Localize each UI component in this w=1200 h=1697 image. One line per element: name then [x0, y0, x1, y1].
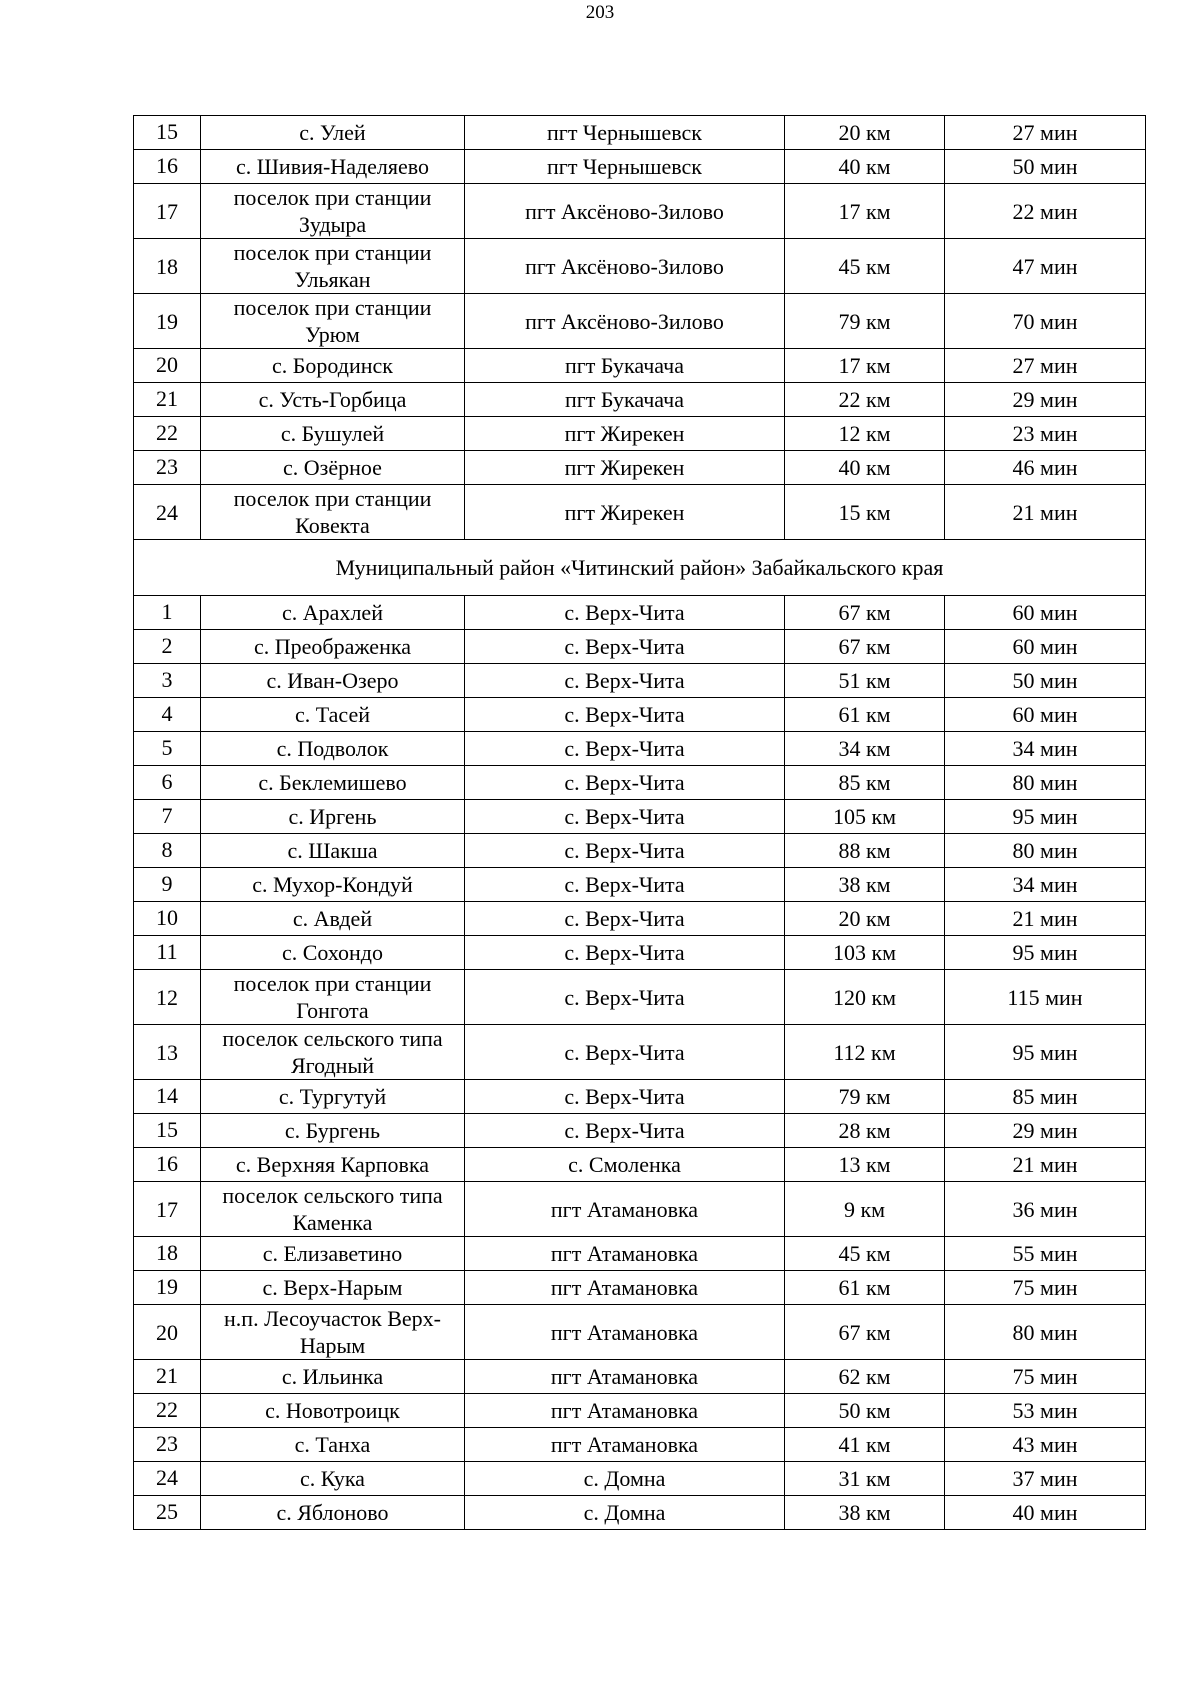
destination-name: с. Верх-Чита — [465, 1114, 785, 1148]
distance-value: 41 км — [785, 1428, 945, 1462]
row-number: 25 — [134, 1496, 201, 1530]
settlement-name: поселок при станции Гонгота — [201, 970, 465, 1025]
distance-value: 61 км — [785, 698, 945, 732]
travel-time-value: 80 мин — [945, 834, 1146, 868]
settlement-name: с. Сохондо — [201, 936, 465, 970]
travel-time-value: 37 мин — [945, 1462, 1146, 1496]
travel-time-value: 27 мин — [945, 116, 1146, 150]
distance-value: 50 км — [785, 1394, 945, 1428]
distance-value: 79 км — [785, 1080, 945, 1114]
row-number: 9 — [134, 868, 201, 902]
row-number: 17 — [134, 1182, 201, 1237]
travel-time-value: 23 мин — [945, 417, 1146, 451]
travel-time-value: 60 мин — [945, 698, 1146, 732]
table-row — [134, 1080, 1146, 1114]
destination-name: с. Верх-Чита — [465, 834, 785, 868]
distance-value: 45 км — [785, 1237, 945, 1271]
distance-value: 79 км — [785, 294, 945, 349]
row-number: 2 — [134, 630, 201, 664]
destination-name: с. Верх-Чита — [465, 936, 785, 970]
destination-name: с. Домна — [465, 1462, 785, 1496]
upper-rows — [134, 116, 1146, 540]
destination-name: пгт Атамановка — [465, 1428, 785, 1462]
distance-value: 67 км — [785, 1305, 945, 1360]
travel-time-value: 34 мин — [945, 868, 1146, 902]
table-row — [134, 596, 1146, 630]
row-number: 20 — [134, 349, 201, 383]
settlement-name: с. Усть-Горбица — [201, 383, 465, 417]
destination-name: пгт Аксёново-Зилово — [465, 184, 785, 239]
travel-time-value: 29 мин — [945, 383, 1146, 417]
destination-name: пгт Чернышевск — [465, 116, 785, 150]
distance-value: 67 км — [785, 630, 945, 664]
table-row — [134, 1496, 1146, 1530]
travel-time-value: 50 мин — [945, 150, 1146, 184]
settlement-name: с. Подволок — [201, 732, 465, 766]
destination-name: пгт Атамановка — [465, 1237, 785, 1271]
destination-name: с. Верх-Чита — [465, 970, 785, 1025]
table-row — [134, 116, 1146, 150]
settlement-name: с. Авдей — [201, 902, 465, 936]
distance-value: 88 км — [785, 834, 945, 868]
travel-time-value: 40 мин — [945, 1496, 1146, 1530]
travel-time-value: 75 мин — [945, 1271, 1146, 1305]
distance-value: 85 км — [785, 766, 945, 800]
destination-name: с. Верх-Чита — [465, 732, 785, 766]
row-number: 15 — [134, 1114, 201, 1148]
destination-name: пгт Букачача — [465, 349, 785, 383]
travel-time-value: 95 мин — [945, 1025, 1146, 1080]
travel-time-value: 70 мин — [945, 294, 1146, 349]
distance-value: 105 км — [785, 800, 945, 834]
travel-time-value: 60 мин — [945, 630, 1146, 664]
distance-value: 61 км — [785, 1271, 945, 1305]
distance-value: 38 км — [785, 1496, 945, 1530]
table-row — [134, 451, 1146, 485]
distance-value: 17 км — [785, 349, 945, 383]
row-number: 18 — [134, 239, 201, 294]
page-number: 203 — [585, 2, 615, 23]
row-number: 6 — [134, 766, 201, 800]
row-number: 22 — [134, 1394, 201, 1428]
distance-value: 17 км — [785, 184, 945, 239]
travel-time-value: 95 мин — [945, 936, 1146, 970]
distance-value: 13 км — [785, 1148, 945, 1182]
settlement-name: поселок при станции Ульякан — [201, 239, 465, 294]
settlement-name: с. Озёрное — [201, 451, 465, 485]
travel-time-value: 22 мин — [945, 184, 1146, 239]
row-number: 21 — [134, 1360, 201, 1394]
distance-value: 15 км — [785, 485, 945, 540]
destination-name: пгт Атамановка — [465, 1182, 785, 1237]
table-row — [134, 349, 1146, 383]
settlement-name: с. Иргень — [201, 800, 465, 834]
table-row — [134, 1394, 1146, 1428]
settlement-name: с. Улей — [201, 116, 465, 150]
table-row — [134, 294, 1146, 349]
destination-name: с. Верх-Чита — [465, 1025, 785, 1080]
settlement-name: с. Тасей — [201, 698, 465, 732]
row-number: 12 — [134, 970, 201, 1025]
settlement-name: с. Верхняя Карповка — [201, 1148, 465, 1182]
row-number: 11 — [134, 936, 201, 970]
row-number: 14 — [134, 1080, 201, 1114]
travel-time-value: 115 мин — [945, 970, 1146, 1025]
travel-time-value: 95 мин — [945, 800, 1146, 834]
table-row — [134, 1148, 1146, 1182]
settlement-name: поселок при станции Зудыра — [201, 184, 465, 239]
settlement-name: с. Преображенка — [201, 630, 465, 664]
distance-value: 12 км — [785, 417, 945, 451]
destination-name: с. Верх-Чита — [465, 766, 785, 800]
table-row — [134, 485, 1146, 540]
destination-name: с. Смоленка — [465, 1148, 785, 1182]
section-header-row — [134, 540, 1146, 596]
row-number: 16 — [134, 1148, 201, 1182]
row-number: 22 — [134, 417, 201, 451]
row-number: 24 — [134, 485, 201, 540]
destination-name: с. Верх-Чита — [465, 698, 785, 732]
row-number: 23 — [134, 1428, 201, 1462]
settlement-name: н.п. Лесоучасток Верх-Нарым — [201, 1305, 465, 1360]
destination-name: с. Верх-Чита — [465, 800, 785, 834]
destination-name: пгт Атамановка — [465, 1394, 785, 1428]
travel-time-value: 55 мин — [945, 1237, 1146, 1271]
destination-name: с. Верх-Чита — [465, 868, 785, 902]
destination-name: с. Домна — [465, 1496, 785, 1530]
destination-name: пгт Атамановка — [465, 1360, 785, 1394]
travel-time-value: 80 мин — [945, 1305, 1146, 1360]
distance-value: 28 км — [785, 1114, 945, 1148]
distance-value: 22 км — [785, 383, 945, 417]
table-row — [134, 1114, 1146, 1148]
table-row — [134, 1360, 1146, 1394]
row-number: 10 — [134, 902, 201, 936]
destination-name: пгт Чернышевск — [465, 150, 785, 184]
row-number: 17 — [134, 184, 201, 239]
settlement-name: с. Шивия-Наделяево — [201, 150, 465, 184]
table-row — [134, 1025, 1146, 1080]
table-row — [134, 936, 1146, 970]
row-number: 24 — [134, 1462, 201, 1496]
destination-name: пгт Атамановка — [465, 1305, 785, 1360]
settlement-name: с. Танха — [201, 1428, 465, 1462]
row-number: 16 — [134, 150, 201, 184]
distance-value: 45 км — [785, 239, 945, 294]
settlement-name: с. Ильинка — [201, 1360, 465, 1394]
table-row — [134, 1462, 1146, 1496]
distance-value: 40 км — [785, 451, 945, 485]
settlement-name: с. Беклемишево — [201, 766, 465, 800]
settlement-name: поселок при станции Урюм — [201, 294, 465, 349]
section-header-group — [134, 540, 1146, 596]
settlement-name: поселок при станции Ковекта — [201, 485, 465, 540]
settlement-name: с. Яблоново — [201, 1496, 465, 1530]
table-row — [134, 184, 1146, 239]
table-row — [134, 868, 1146, 902]
destination-name: пгт Букачача — [465, 383, 785, 417]
destination-name: пгт Жирекен — [465, 485, 785, 540]
travel-time-value: 21 мин — [945, 1148, 1146, 1182]
settlement-name: с. Тургутуй — [201, 1080, 465, 1114]
distance-value: 40 км — [785, 150, 945, 184]
row-number: 8 — [134, 834, 201, 868]
row-number: 20 — [134, 1305, 201, 1360]
settlement-name: с. Бургень — [201, 1114, 465, 1148]
distance-table — [133, 115, 1146, 1530]
distance-value: 9 км — [785, 1182, 945, 1237]
row-number: 13 — [134, 1025, 201, 1080]
travel-time-value: 46 мин — [945, 451, 1146, 485]
travel-time-value: 85 мин — [945, 1080, 1146, 1114]
table-row — [134, 1305, 1146, 1360]
row-number: 1 — [134, 596, 201, 630]
destination-name: с. Верх-Чита — [465, 630, 785, 664]
destination-name: пгт Жирекен — [465, 417, 785, 451]
destination-name: с. Верх-Чита — [465, 596, 785, 630]
travel-time-value: 21 мин — [945, 485, 1146, 540]
travel-time-value: 75 мин — [945, 1360, 1146, 1394]
row-number: 3 — [134, 664, 201, 698]
table-row — [134, 1271, 1146, 1305]
table-row — [134, 239, 1146, 294]
table-row — [134, 150, 1146, 184]
row-number: 21 — [134, 383, 201, 417]
table-row — [134, 664, 1146, 698]
row-number: 4 — [134, 698, 201, 732]
row-number: 15 — [134, 116, 201, 150]
distance-value: 120 км — [785, 970, 945, 1025]
row-number: 19 — [134, 294, 201, 349]
row-number: 5 — [134, 732, 201, 766]
row-number: 7 — [134, 800, 201, 834]
travel-time-value: 29 мин — [945, 1114, 1146, 1148]
settlement-name: с. Кука — [201, 1462, 465, 1496]
table-row — [134, 732, 1146, 766]
settlement-name: с. Мухор-Кондуй — [201, 868, 465, 902]
settlement-name: с. Иван-Озеро — [201, 664, 465, 698]
travel-time-value: 47 мин — [945, 239, 1146, 294]
destination-name: пгт Аксёново-Зилово — [465, 294, 785, 349]
table-row — [134, 970, 1146, 1025]
travel-time-value: 60 мин — [945, 596, 1146, 630]
destination-name: пгт Атамановка — [465, 1271, 785, 1305]
table-row — [134, 383, 1146, 417]
distance-value: 112 км — [785, 1025, 945, 1080]
destination-name: с. Верх-Чита — [465, 902, 785, 936]
section-title: Муниципальный район «Читинский район» Забайкальского края — [134, 540, 1146, 596]
row-number: 19 — [134, 1271, 201, 1305]
table-row — [134, 1428, 1146, 1462]
distance-value: 20 км — [785, 116, 945, 150]
destination-name: с. Верх-Чита — [465, 664, 785, 698]
distance-value: 20 км — [785, 902, 945, 936]
table-row — [134, 1237, 1146, 1271]
lower-rows — [134, 596, 1146, 1530]
travel-time-value: 50 мин — [945, 664, 1146, 698]
destination-name: с. Верх-Чита — [465, 1080, 785, 1114]
settlement-name: поселок сельского типа Ягодный — [201, 1025, 465, 1080]
settlement-name: с. Арахлей — [201, 596, 465, 630]
distance-value: 38 км — [785, 868, 945, 902]
distance-value: 34 км — [785, 732, 945, 766]
distance-value: 67 км — [785, 596, 945, 630]
table-row — [134, 902, 1146, 936]
settlement-name: с. Новотроицк — [201, 1394, 465, 1428]
table-row — [134, 766, 1146, 800]
distance-value: 62 км — [785, 1360, 945, 1394]
destination-name: пгт Аксёново-Зилово — [465, 239, 785, 294]
travel-time-value: 53 мин — [945, 1394, 1146, 1428]
table-row — [134, 417, 1146, 451]
distance-value: 31 км — [785, 1462, 945, 1496]
settlement-name: с. Бушулей — [201, 417, 465, 451]
travel-time-value: 43 мин — [945, 1428, 1146, 1462]
distance-value: 51 км — [785, 664, 945, 698]
travel-time-value: 21 мин — [945, 902, 1146, 936]
settlement-name: с. Бородинск — [201, 349, 465, 383]
row-number: 23 — [134, 451, 201, 485]
table-row — [134, 834, 1146, 868]
travel-time-value: 36 мин — [945, 1182, 1146, 1237]
row-number: 18 — [134, 1237, 201, 1271]
table-row — [134, 800, 1146, 834]
table-row — [134, 698, 1146, 732]
settlement-name: поселок сельского типа Каменка — [201, 1182, 465, 1237]
settlement-name: с. Елизаветино — [201, 1237, 465, 1271]
travel-time-value: 80 мин — [945, 766, 1146, 800]
distance-value: 103 км — [785, 936, 945, 970]
table-row — [134, 630, 1146, 664]
table-row — [134, 1182, 1146, 1237]
settlement-name: с. Верх-Нарым — [201, 1271, 465, 1305]
destination-name: пгт Жирекен — [465, 451, 785, 485]
travel-time-value: 34 мин — [945, 732, 1146, 766]
settlement-name: с. Шакша — [201, 834, 465, 868]
travel-time-value: 27 мин — [945, 349, 1146, 383]
